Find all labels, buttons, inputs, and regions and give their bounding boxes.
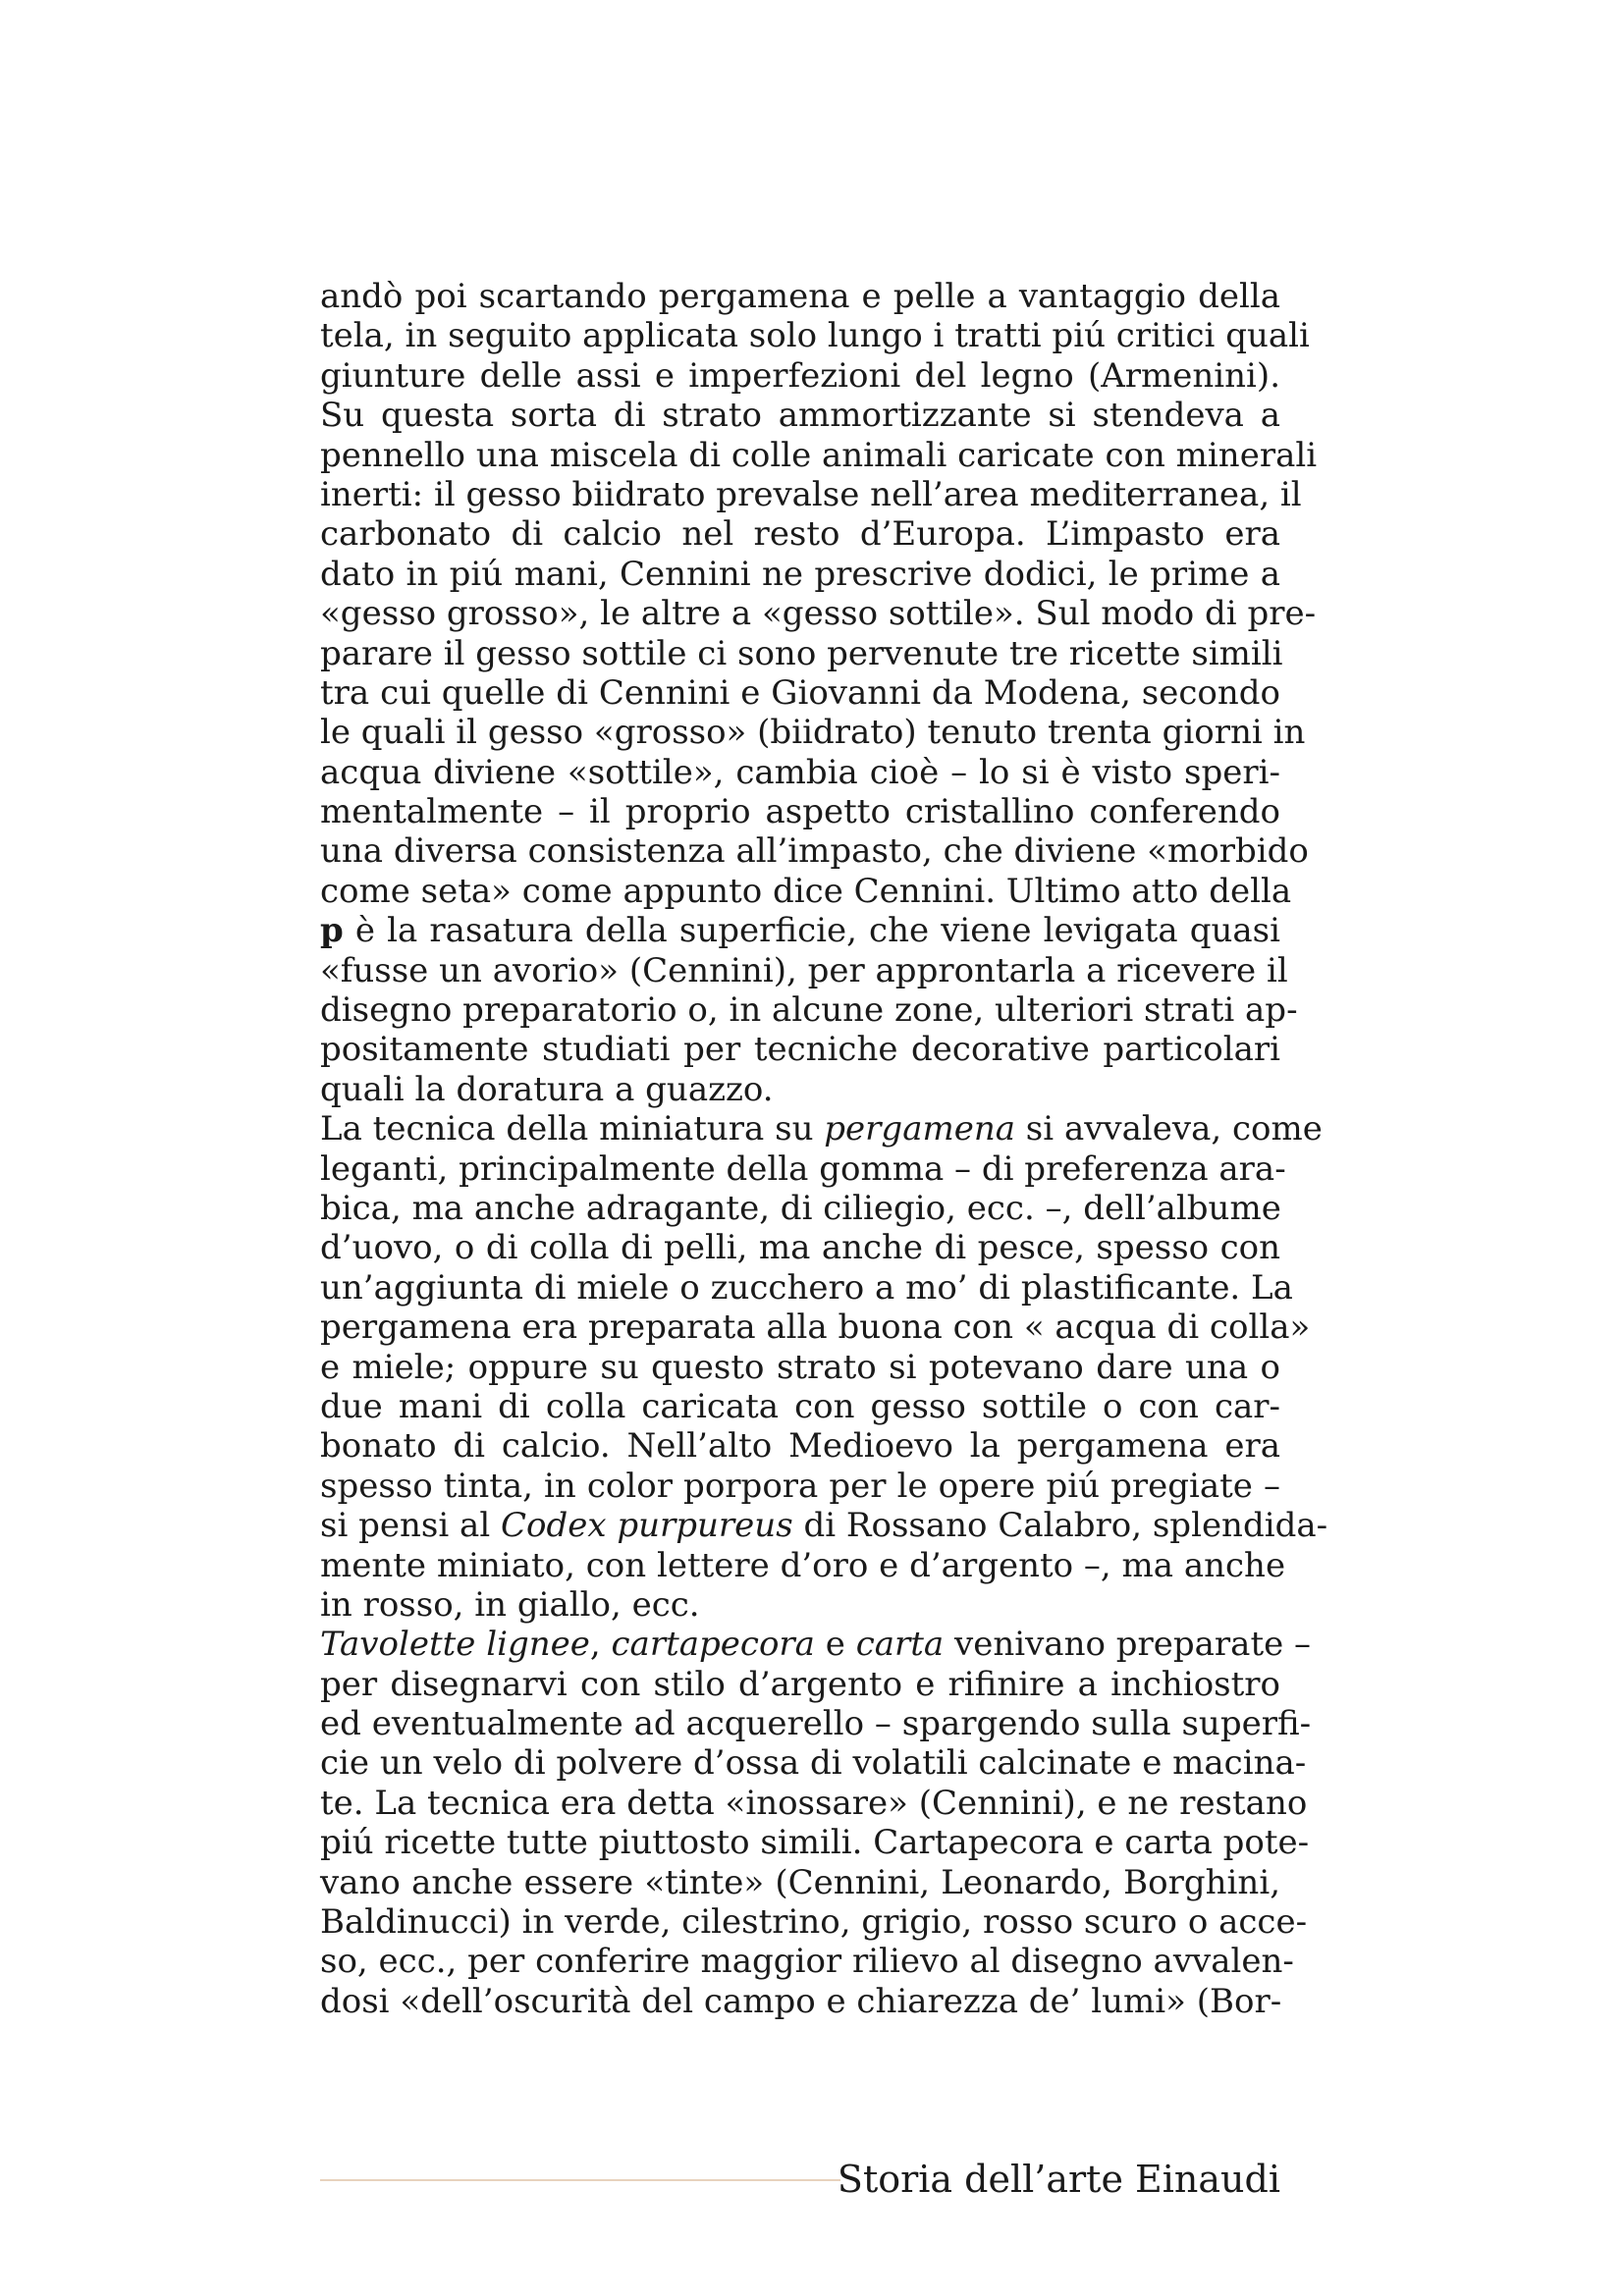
text-line: mente miniato, con lettere d’oro e d’argento –, ma anche [320,1545,1286,1585]
italic-term: Tavolette lignee [320,1625,590,1665]
italic-term: carta [855,1625,945,1665]
text-line: una diversa consistenza all’impasto, che diviene «morbido [320,831,1309,872]
text-line: ed eventualmente ad acquerello – spargendo sulla superfi- [320,1704,1312,1744]
text-line: te. La tecnica era detta «inossare» (Cennini), e ne restano [320,1783,1308,1823]
text-fragment: venivano preparate – [944,1625,1312,1665]
text-fragment: La tecnica della miniatura su [320,1109,825,1149]
text-line-bold-term [320,911,1280,950]
text-line: dosi «dell’oscurità del campo e chiarezza de’ lumi» (Bor- [320,1981,1282,2021]
text-line: bica, ma anche adragante, di ciliegio, ecc. –, dell’albume [320,1188,1281,1228]
text-line: tra cui quelle di Cennini e Giovanni da Modena, secondo [320,672,1280,713]
text-line: so, ecc., per conferire maggior rilievo al disegno avvalen- [320,1942,1294,1982]
text-fragment: si pensi al [320,1506,501,1546]
text-line: positamente studiati per tecniche decorative particolari [320,1030,1280,1070]
text-line: due mani di colla caricata con gesso sottile o con car- [320,1386,1280,1426]
text-line: giunture delle assi e imperfezioni del legno (Armenini). [320,355,1280,396]
text-line: piú ricette tutte piuttosto simili. Cartapecora e carta pote- [320,1823,1310,1863]
text-line: vano anche essere «tinte» (Cennini, Leonardo, Borghini, [320,1862,1280,1902]
text-line: in rosso, in giallo, ecc. [320,1584,700,1625]
text-line: per disegnarvi con stilo d’argento e rifinire a inchiostro [320,1664,1280,1704]
text-line: quali la doratura a guazzo. [320,1069,774,1109]
text-line: acqua diviene «sottile», cambia cioè – lo si è visto speri- [320,752,1280,792]
text-line: pergamena era preparata alla buona con « acqua di colla» [320,1308,1311,1348]
text-line: andò poi scartando pergamena e pelle a vantaggio della [320,277,1280,316]
italic-term: Codex purpureus [501,1506,793,1546]
text-line: «gesso grosso», le altre a «gesso sottile». Sul modo di pre- [320,594,1317,634]
text-line: dato in piú mani, Cennini ne prescrive dodici, le prime a [320,554,1280,594]
text-line: carbonato di calcio nel resto d’Europa. L’impasto era [320,514,1280,555]
text-line-with-italic [320,1109,1323,1149]
italic-term: cartapecora [611,1625,815,1665]
italic-term: pergamena [824,1109,1015,1149]
text-line: mentalmente – il proprio aspetto cristallino conferendo [320,792,1280,832]
text-line: Baldinucci) in verde, cilestrino, grigio, rosso scuro o acce- [320,1902,1308,1943]
text-line: un’aggiunta di miele o zucchero a mo’ di plastificante. La [320,1267,1293,1308]
text-fragment: , [589,1625,612,1665]
text-line: tela, in seguito applicata solo lungo i tratti piú critici quali [320,316,1310,356]
text-line: spesso tinta, in color porpora per le opere piú pregiate – [320,1466,1280,1506]
text-line: disegno preparatorio o, in alcune zone, ulteriori strati ap- [320,990,1298,1031]
text-line: pennello una miscela di colle animali caricate con minerali [320,435,1318,475]
text-line: Su questa sorta di strato ammortizzante si stendeva a [320,396,1280,436]
text-line: inerti: il gesso biidrato prevalse nell’area mediterranea, il [320,474,1302,514]
footer-title: Storia dell’arte Einaudi [837,2158,1280,2201]
text-fragment: e [814,1625,856,1665]
text-line-with-italic [320,1625,1312,1665]
bold-term: p [320,911,344,951]
text-fragment: di Rossano Calabro, splendida- [792,1506,1328,1546]
text-line: «fusse un avorio» (Cennini), per approntarla a ricevere il [320,950,1288,990]
text-line: d’uovo, o di colla di pelli, ma anche di pesce, spesso con [320,1228,1280,1268]
body-text [320,277,1328,2021]
page-footer [320,2155,1280,2204]
text-line: e miele; oppure su questo strato si potevano dare una o [320,1347,1280,1387]
text-fragment: è la rasatura della superficie, che viene levigata quasi [343,911,1280,951]
text-line-with-italic [320,1506,1328,1546]
text-line: leganti, principalmente della gomma – di preferenza ara- [320,1148,1286,1189]
text-line: cie un velo di polvere d’ossa di volatili calcinate e macina- [320,1743,1307,1784]
text-line: le quali il gesso «grosso» (biidrato) tenuto trenta giorni in [320,713,1306,753]
text-fragment: si avvaleva, come [1015,1109,1323,1149]
text-line: parare il gesso sottile ci sono pervenute tre ricette simili [320,633,1283,673]
text-line: come seta» come appunto dice Cennini. Ultimo atto della [320,871,1292,911]
footer-rule [320,2179,840,2181]
text-line: bonato di calcio. Nell’alto Medioevo la pergamena era [320,1426,1280,1467]
